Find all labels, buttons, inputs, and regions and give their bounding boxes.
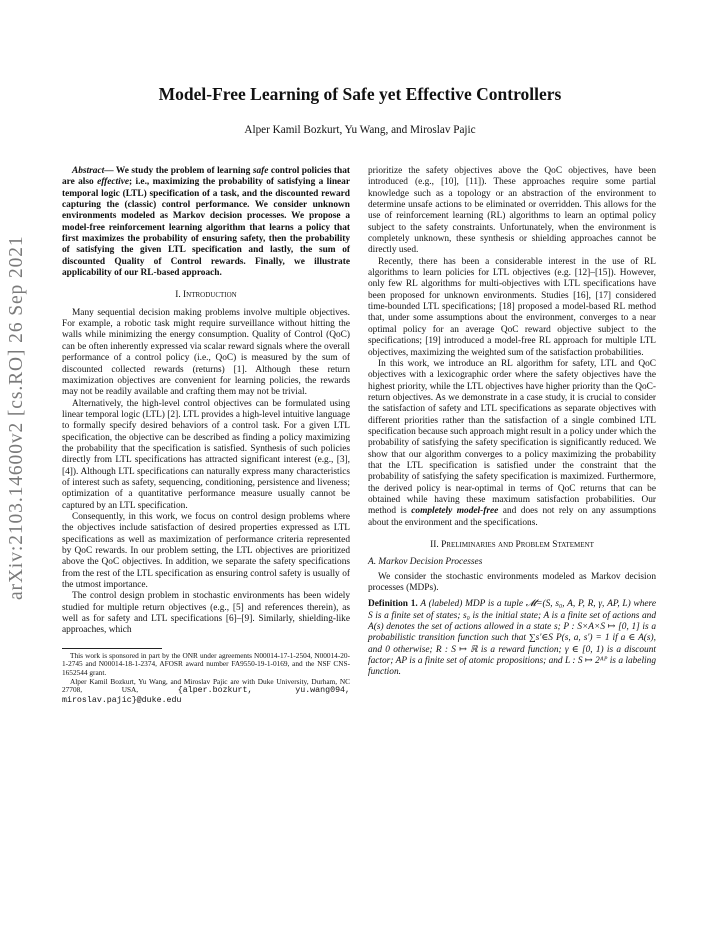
- section-heading-introduction: I. Introduction: [175, 290, 237, 301]
- abstract-text-1: We study the problem of learning: [115, 166, 253, 176]
- footnote-emails: {alper.bozkurt, yu.wang094, miroslav.pajic}@duke.edu: [62, 686, 351, 705]
- mdp-paragraph: We consider the stochastic environments modeled as Markov decision processes (MDPs).: [368, 571, 656, 594]
- footnote-affiliation: [62, 678, 350, 706]
- definition-label: Definition 1.: [368, 599, 418, 610]
- intro-paragraph-3: Consequently, in this work, we focus on control design problems where the objectives include satisfaction of desired properties expressed as LTL specifications as well as maximization of performance criteria represented by QoC rewards. In our problem setting, the LTL objectives are prioritized above the QoC objectives. In addition, we separate the safety specifications from the rest of the LTL specification as ensuring control safety is usually of the utmost importance.: [62, 511, 350, 591]
- paper-authors: Alper Kamil Bozkurt, Yu Wang, and Miroslav Pajic: [244, 124, 476, 136]
- abstract-emph-safe: safe: [252, 166, 269, 176]
- intro-paragraph-6: [368, 359, 656, 529]
- definition-text: A (labeled) MDP is a tuple 𝓜=(S, s₀, A, P, R, γ, AP, L) where S is a finite set of states; s₀ is the initial state; A is a finite set of actions and A(s) denotes the set of actions allowed in a state s; P : S×A×S ↦ [0, 1] is a probabilistic transition function such that ∑s′∈S P(s, a, s′) = 1 if a ∈ A(s), and 0 otherwise; R : S ↦ ℝ is a reward function; γ ∈ [0, 1) is a discount factor; AP is a finite set of atomic propositions; and L : S ↦ 2ᴬᴾ is a labeling function.: [368, 599, 656, 678]
- paper-title: Model-Free Learning of Safe yet Effective Controllers: [158, 84, 562, 104]
- arxiv-side-stamp: arXiv:2103.14600v2 [cs.RO] 26 Sep 2021: [6, 235, 27, 600]
- intro-paragraph-1: Many sequential decision making problems involve multiple objectives. For example, a robotic task might require surveillance without hitting the walls while minimizing the energy consumption. Quality of Control (QoC) can be often inherently expressed via scalar reward signals where the overall performance of a control policy (i.e., QoC) is measured by the sum of discounted collected rewards (returns) [1]. Although these return maximization objectives are convenient for learning policies, the rewards may not be readily available and crafting them may not be trivial.: [62, 307, 350, 398]
- abstract-label: Abstract: [72, 166, 105, 176]
- section-heading-preliminaries: II. Preliminaries and Problem Statement: [430, 540, 594, 550]
- abstract-text-3: ; i.e., maximizing the probability of satisfying a linear temporal logic (LTL) specification of a task, and the discounted reward capturing the (classic) control performance. We consider unknown environments modeled as Markov decision processes. We propose a model-free reinforcement learning algorithm that learns a policy that first maximizes the probability of ensuring safety, then the probability of satisfying the given LTL specification and lastly, the sum of discounted Quality of Control rewards. Finally, we illustrate applicability of our RL-based approach.: [62, 177, 350, 279]
- emph-model-free: completely model-free: [411, 506, 499, 517]
- abstract-emph-effective: effective: [97, 177, 130, 188]
- intro-paragraph-6-text: In this work, we introduce an RL algorithm for safety, LTL and QoC objectives with a lexicographic order where the safety objectives have the highest priority, while the LTL objectives have higher priority than the QoC-return objectives. As we demonstrate in a case study, it is crucial to consider the satisfaction of safety and LTL specifications as separate objectives with different priorities rather than the satisfaction of a single combined LTL specification because such approach might result in a policy under which the probability of satisfying the safety specification is significantly reduced. We show that our algorithm converges to a policy maximizing the probability that the LTL specification is satisfied under the constraint that the probability of satisfying the safety specification is maximized. Furthermore, the derived policy is near-optimal in terms of QoC returns that can be obtained while having these maximum satisfaction probabilities. Our method is: [368, 358, 656, 517]
- definition-1: [368, 599, 656, 678]
- left-column: [62, 166, 350, 705]
- footnote-funding: This work is sponsored in part by the ONR under agreements N00014-17-1-2504, N00014-20-1-2745 and N00014-18-1-2374, AFOSR award number FA9550-19-1-0169, and the NSF CNS-1652544 grant.: [62, 650, 350, 677]
- intro-paragraph-5: Recently, there has been a considerable interest in the use of RL algorithms to learn policies for LTL objectives (e.g. [12]–[15]). However, only few RL algorithms for multi-objectives with LTL specifications have been proposed for unknown environments. Studies [16], [17] considered time-bounded LTL specifications; [18] proposed a model-based RL method that, under some assumptions about the environment, converges to a near optimal policy for an average QoC reward objective subject to the specifications; [19] introduced a model-free RL approach for multiple LTL objectives, maximizing the weighted sum of the satisfaction probabilities.: [368, 256, 656, 358]
- right-column: [368, 166, 656, 679]
- abstract-text-2: control policies that are also: [62, 166, 351, 188]
- subsection-heading-mdp: A. Markov Decision Processes: [368, 557, 483, 568]
- intro-paragraph-4: The control design problem in stochastic environments has been widely studied for multiple return objectives (e.g., [5] and references therein), as well as for safety and LTL specifications [6]–[9]. Similarly, shielding-like approaches, which: [62, 591, 350, 636]
- intro-paragraph-6-tail: and does not rely on any assumptions about the environment and the specifications.: [368, 506, 656, 528]
- footnote-rule: [62, 648, 162, 649]
- footnote-affiliation-text: Alper Kamil Bozkurt, Yu Wang, and Miroslav Pajic are with Duke University, Durham, NC 27708, USA,: [62, 676, 350, 695]
- intro-paragraph-2: Alternatively, the high-level control objectives can be formulated using linear temporal logic (LTL) [2]. LTL provides a high-level intuitive language to formally specify desired behaviors of a control task. For a given LTL specification, the objective can be described as finding a policy maximizing the probability that the specification is satisfied. Synthesis of such policies directly from LTL specifications has attracted significant interest (e.g., [3], [4]). Although LTL specifications can naturally express many characteristics of interest such as safety, sequencing, conditioning, persistence and liveness; optimization of a quantitative performance measure usually cannot be captured by an LTL specification.: [62, 398, 350, 511]
- intro-paragraph-4-continued: prioritize the safety objectives above the QoC objectives, have been introduced (e.g., [10], [11]). These approaches require some partial knowledge such as a topology or an abstraction of the environment to determine unsafe actions to be eliminated or overridden. This allows for the use of reinforcement learning (RL) algorithms to learn an optimal policy subject to the safety constraints. Unfortunately, when the environment is completely unknown, these synthesis or shielding approaches cannot be directly used.: [368, 166, 656, 256]
- abstract: [62, 166, 350, 279]
- abstract-dash: —: [104, 166, 116, 176]
